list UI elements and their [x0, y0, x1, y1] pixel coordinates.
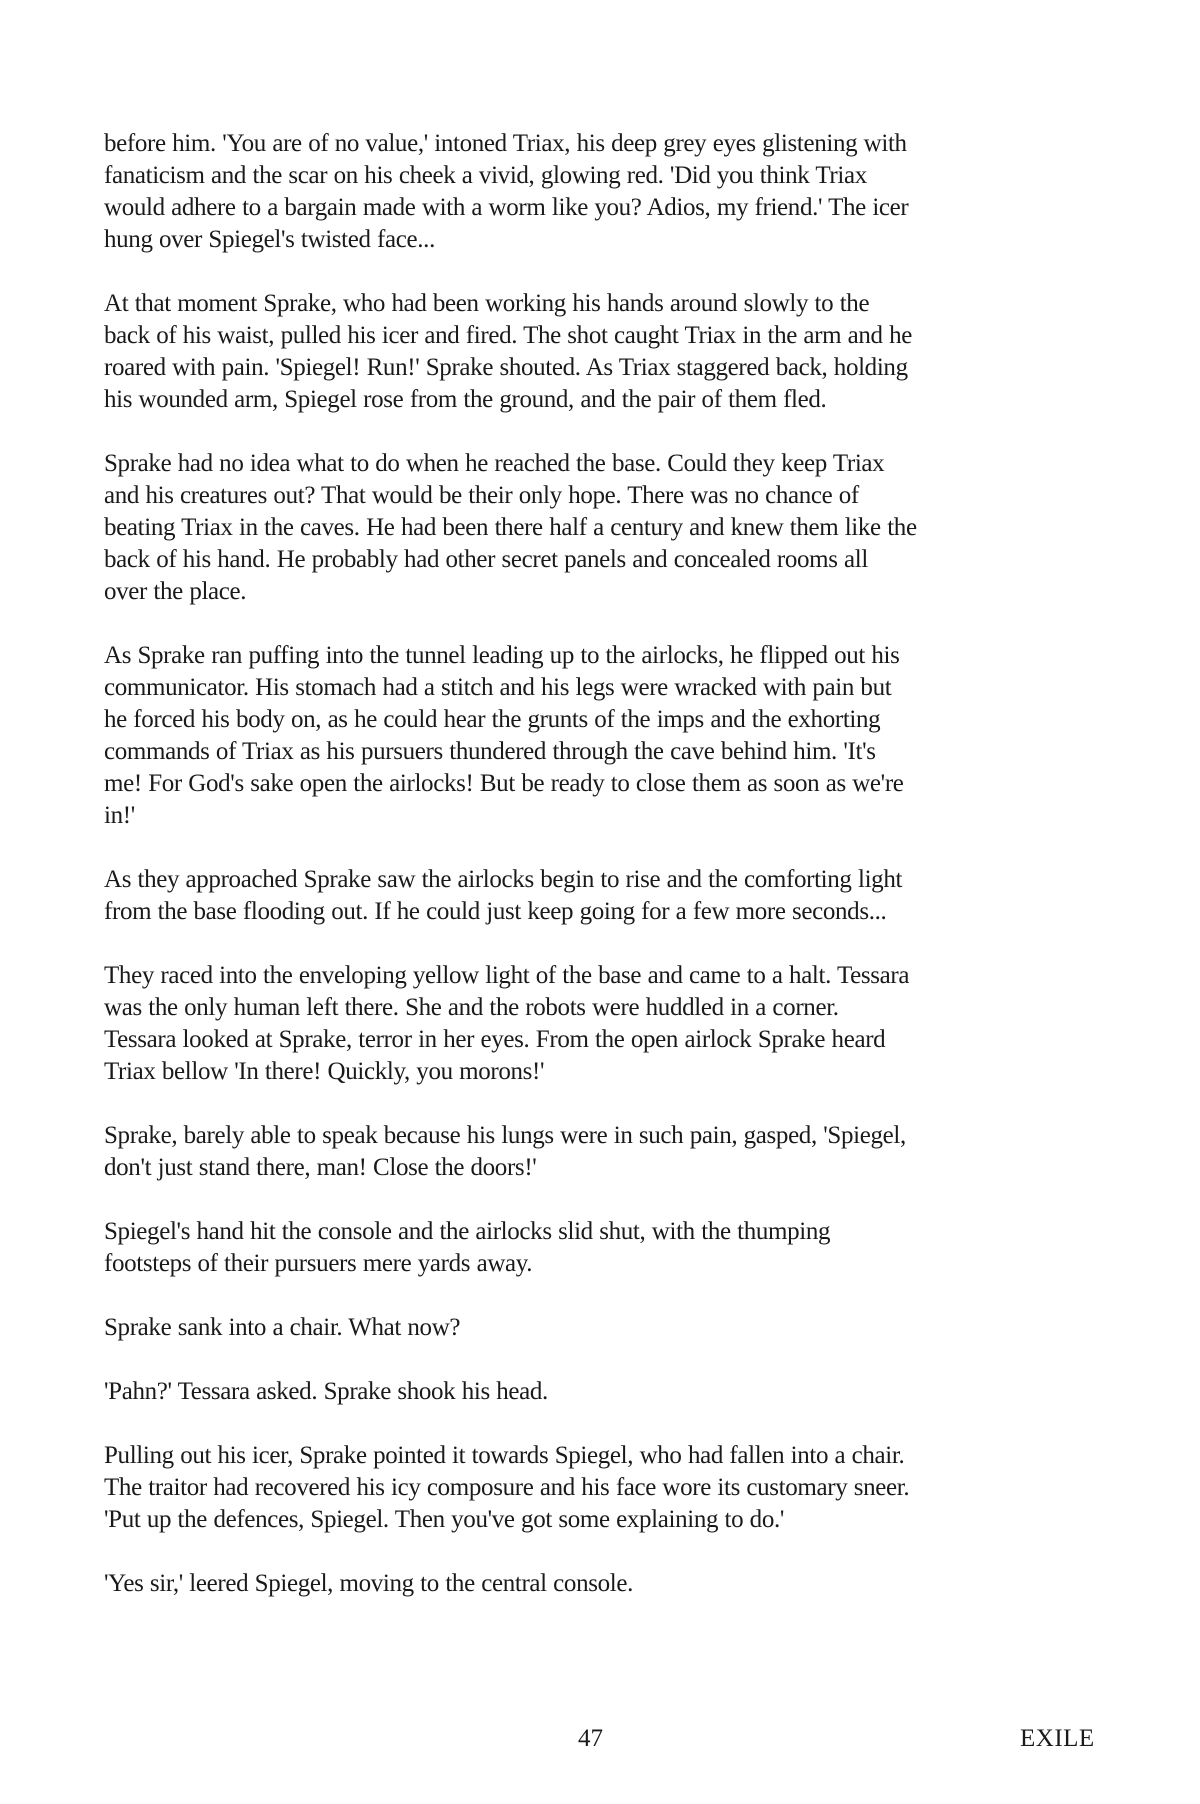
text-line: The traitor had recovered his icy composure and his face wore its customary sneer.	[104, 1474, 910, 1501]
text-line: Sprake had no idea what to do when he reached the base. Could they keep Triax	[104, 450, 885, 477]
paragraph	[104, 288, 1104, 416]
text-line: Sprake sank into a chair. What now?	[104, 1314, 461, 1341]
text-line: 'Pahn?' Tessara asked. Sprake shook his head.	[104, 1378, 548, 1405]
text-line: hung over Spiegel's twisted face...	[104, 226, 435, 253]
text-line: footsteps of their pursuers mere yards away.	[104, 1250, 533, 1277]
body-text	[104, 128, 1104, 1632]
text-line: would adhere to a bargain made with a worm like you? Adios, my friend.' The icer	[104, 194, 909, 221]
text-line: commands of Triax as his pursuers thundered through the cave behind him. 'It's	[104, 738, 876, 765]
text-line: Pulling out his icer, Sprake pointed it towards Spiegel, who had fallen into a chair.	[104, 1442, 905, 1469]
paragraph	[104, 1568, 1104, 1600]
text-line: As they approached Sprake saw the airlocks begin to rise and the comforting light	[104, 866, 903, 893]
text-line: don't just stand there, man! Close the doors!'	[104, 1154, 537, 1181]
paragraph	[104, 448, 1104, 608]
text-line: was the only human left there. She and the robots were huddled in a corner.	[104, 994, 839, 1021]
text-line: from the base flooding out. If he could just keep going for a few more seconds...	[104, 898, 887, 925]
text-line: As Sprake ran puffing into the tunnel leading up to the airlocks, he flipped out his	[104, 642, 900, 669]
text-line: They raced into the enveloping yellow light of the base and came to a halt. Tessara	[104, 962, 910, 989]
text-line: and his creatures out? That would be their only hope. There was no chance of	[104, 482, 859, 509]
text-line: over the place.	[104, 578, 247, 605]
paragraph	[104, 640, 1104, 832]
paragraph	[104, 1312, 1104, 1344]
paragraph	[104, 128, 1104, 256]
text-line: back of his hand. He probably had other secret panels and concealed rooms all	[104, 546, 868, 573]
text-line: before him. 'You are of no value,' intoned Triax, his deep grey eyes glistening with	[104, 130, 907, 157]
paragraph	[104, 1216, 1104, 1280]
paragraph	[104, 1120, 1104, 1184]
text-line: 'Put up the defences, Spiegel. Then you've got some explaining to do.'	[104, 1506, 785, 1533]
running-title: EXILE	[1020, 1725, 1095, 1752]
paragraph	[104, 1440, 1104, 1536]
text-line: 'Yes sir,' leered Spiegel, moving to the central console.	[104, 1570, 633, 1597]
paragraph	[104, 1376, 1104, 1408]
text-line: Tessara looked at Sprake, terror in her eyes. From the open airlock Sprake heard	[104, 1026, 886, 1053]
text-line: his wounded arm, Spiegel rose from the ground, and the pair of them fled.	[104, 386, 827, 413]
text-line: At that moment Sprake, who had been working his hands around slowly to the	[104, 290, 870, 317]
text-line: in!'	[104, 802, 135, 829]
page-number: 47	[578, 1725, 603, 1752]
text-line: he forced his body on, as he could hear the grunts of the imps and the exhorting	[104, 706, 881, 733]
page-footer	[0, 1725, 1200, 1765]
text-line: beating Triax in the caves. He had been there half a century and knew them like the	[104, 514, 917, 541]
paragraph	[104, 864, 1104, 928]
text-line: communicator. His stomach had a stitch and his legs were wracked with pain but	[104, 674, 892, 701]
text-line: Sprake, barely able to speak because his lungs were in such pain, gasped, 'Spiegel,	[104, 1122, 906, 1149]
text-line: me! For God's sake open the airlocks! But be ready to close them as soon as we're	[104, 770, 904, 797]
text-line: fanaticism and the scar on his cheek a vivid, glowing red. 'Did you think Triax	[104, 162, 867, 189]
text-line: back of his waist, pulled his icer and fired. The shot caught Triax in the arm and he	[104, 322, 912, 349]
text-line: roared with pain. 'Spiegel! Run!' Sprake shouted. As Triax staggered back, holding	[104, 354, 908, 381]
text-line: Triax bellow 'In there! Quickly, you morons!'	[104, 1058, 545, 1085]
paragraph	[104, 960, 1104, 1088]
text-line: Spiegel's hand hit the console and the airlocks slid shut, with the thumping	[104, 1218, 831, 1245]
